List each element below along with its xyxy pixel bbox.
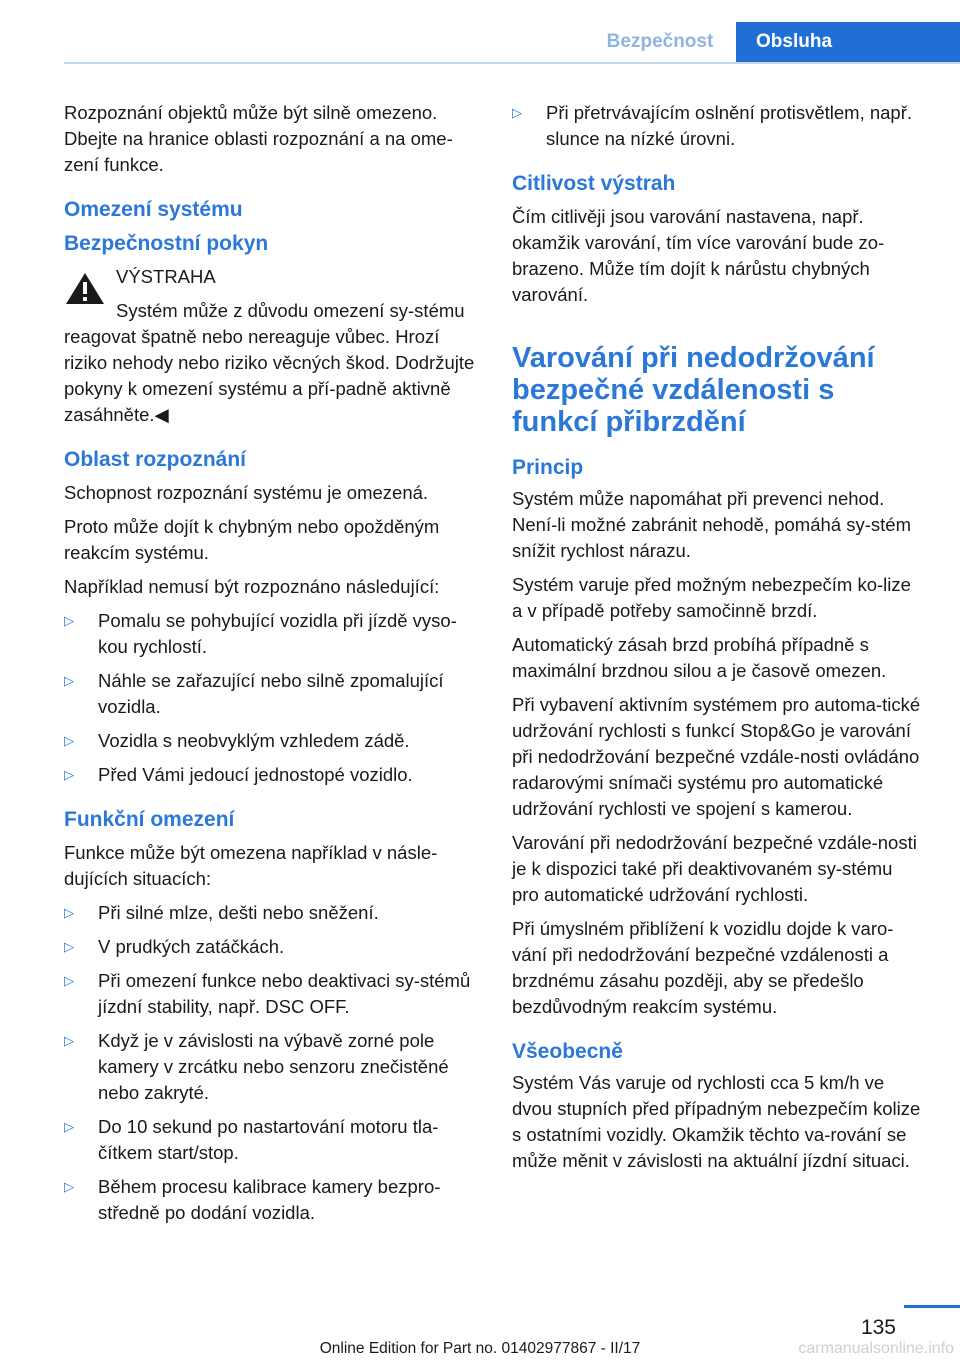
list-item: ▷ Při silné mlze, dešti nebo sněžení. <box>64 900 480 926</box>
heading-detection-area: Oblast rozpoznání <box>64 448 247 471</box>
list-item: ▷ Během procesu kalibrace kamery bezpro-středně po dodání vozidla. <box>64 1176 441 1223</box>
list-item: ▷ Při přetrvávajícím oslnění protisvětlem, např. slunce na nízké úrovni. <box>512 102 913 149</box>
tab-safety[interactable]: Bezpečnost <box>606 31 714 52</box>
heading-warning-sensitivity: Citlivost výstrah <box>512 172 676 195</box>
bullet-triangle-icon: ▷ <box>64 1179 74 1194</box>
list-item: ▷ Vozidla s neobvyklým vzhledem zádě. <box>64 728 480 754</box>
header-divider <box>64 62 960 64</box>
list-item: ▷ Náhle se zařazující nebo silně zpomalující vozidla. <box>64 670 444 717</box>
principle-paragraph-5: Varování při nedodržování bezpečné vzdále-nosti je k dispozici také při deaktivovaném sy-stému pro automatické udržování rychlosti. <box>512 832 917 905</box>
tab-operation[interactable]: Obsluha <box>736 22 960 62</box>
sensitivity-paragraph: Čím citlivěji jsou varování nastavena, např. okamžik varování, tím více varování bude zo-brazeno. Může tím dojít k nárůstu chybných varování. <box>512 206 885 305</box>
principle-paragraph-1: Systém může napomáhat při prevenci nehod. Není-li možné zabránit nehodě, pomáhá sy-stém snížit rychlost nárazu. <box>512 488 911 561</box>
function-paragraph-1: Funkce může být omezena například v násle-dujících situacích: <box>64 842 438 889</box>
bullet-triangle-icon: ▷ <box>64 733 74 748</box>
bullet-triangle-icon: ▷ <box>64 1119 74 1134</box>
list-item: ▷ Do 10 sekund po nastartování motoru tla-čítkem start/stop. <box>64 1116 439 1163</box>
bullet-triangle-icon: ▷ <box>64 613 74 628</box>
left-column <box>64 100 480 1234</box>
heading-principle: Princip <box>512 456 584 479</box>
function-list <box>64 900 480 1226</box>
heading-safety-note: Bezpečnostní pokyn <box>64 232 269 255</box>
heading-general: Všeobecně <box>512 1040 623 1063</box>
principle-paragraph-3: Automatický zásah brzd probíhá případně s maximální brzdnou silou a je časově omezen. <box>512 634 887 681</box>
bullet-triangle-icon: ▷ <box>64 1033 74 1048</box>
bullet-triangle-icon: ▷ <box>64 939 74 954</box>
list-item: ▷ Při omezení funkce nebo deaktivaci sy-stémů jízdní stability, např. DSC OFF. <box>64 970 471 1017</box>
detection-list <box>64 608 480 788</box>
detection-paragraph-2: Proto může dojít k chybným nebo opožděným reakcím systému. <box>64 516 440 563</box>
warning-title: VÝSTRAHA <box>116 266 216 287</box>
bullet-triangle-icon: ▷ <box>64 973 74 988</box>
list-item: ▷ V prudkých zatáčkách. <box>64 934 480 960</box>
footer-accent-bar <box>904 1305 960 1308</box>
bullet-triangle-icon: ▷ <box>64 767 74 782</box>
bullet-triangle-icon: ▷ <box>512 105 522 120</box>
warning-triangle-icon <box>64 270 106 306</box>
principle-paragraph-6: Při úmyslném přiblížení k vozidlu dojde k varo-vání při nedodržování bezpečné vzdálenosti a brzdnému zásahu později, aby se předešlo bezdůvodným reakcím systému. <box>512 918 894 1017</box>
section-title: Varování při nedodržování bezpečné vzdálenosti s funkcí přibrzdění <box>512 342 875 438</box>
warning-block <box>64 264 480 290</box>
header-tabs <box>584 22 960 62</box>
list-item: ▷ Před Vámi jedoucí jednostopé vozidlo. <box>64 762 480 788</box>
heading-system-limits: Omezení systému <box>64 198 243 221</box>
principle-paragraph-2: Systém varuje před možným nebezpečím ko-lize a v případě potřeby samočinně brzdí. <box>512 574 911 621</box>
bullet-triangle-icon: ▷ <box>64 673 74 688</box>
detection-paragraph-1: Schopnost rozpoznání systému je omezená. <box>64 482 429 503</box>
watermark: carmanualsonline.info <box>798 1340 954 1357</box>
intro-paragraph: Rozpoznání objektů může být silně omezeno. Dbejte na hranice oblasti rozpoznání a na ome-zení funkce. <box>64 102 453 175</box>
edition-note: Online Edition for Part no. 01402977867 - II/17 <box>319 1340 641 1357</box>
right-column <box>512 100 924 1182</box>
list-item: ▷ Když je v závislosti na výbavě zorné pole kamery v zrcátku nebo senzoru znečistěné nebo zakryté. <box>64 1030 449 1103</box>
page-number: 135 <box>860 1316 896 1339</box>
list-item: ▷ Pomalu se pohybující vozidla při jízdě vyso-kou rychlostí. <box>64 610 457 657</box>
heading-function-limits: Funkční omezení <box>64 808 235 831</box>
bullet-triangle-icon: ▷ <box>64 905 74 920</box>
principle-paragraph-4: Při vybavení aktivním systémem pro automa-tické udržování rychlosti s funkcí Stop&Go je varování při nedodržování bezpečné vzdále-nosti ovládáno radarovými snímači systému pro automatické udržování rychlosti ve spojení s kamerou. <box>512 694 921 819</box>
function-list-continued <box>512 100 924 152</box>
detection-paragraph-3: Například nemusí být rozpoznáno následující: <box>64 576 440 597</box>
general-paragraph: Systém Vás varuje od rychlosti cca 5 km/h ve dvou stupních před případným nebezpečím kolize s ostatními vozidly. Okamžik těchto va-rování se může měnit v závislosti na aktuální jízdní situaci. <box>512 1072 921 1171</box>
warning-text: Systém může z důvodu omezení sy-stému reagovat špatně nebo nereaguje vůbec. Hrozí riziko nehody nebo riziko věcných škod. Dodržujte pokyny k omezení systému a pří-padně aktivně zasáhněte.◀ <box>64 300 475 425</box>
